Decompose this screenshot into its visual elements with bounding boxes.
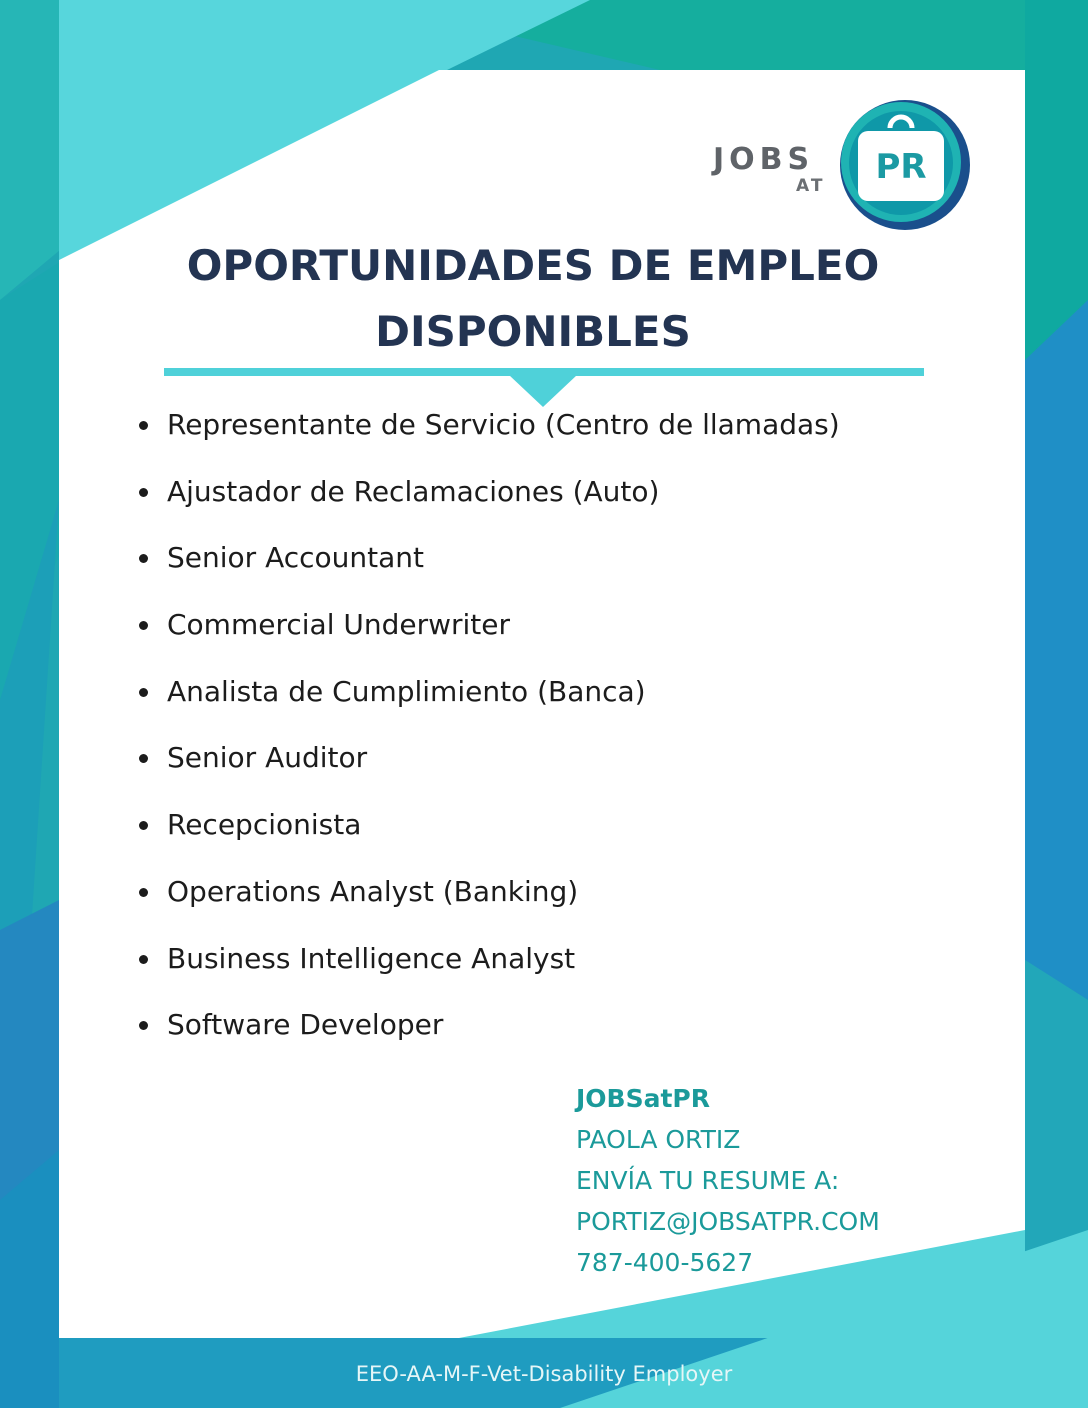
job-item (136, 859, 840, 926)
title-line-1: OPORTUNIDADES DE EMPLEO (186, 241, 880, 290)
bullet-icon (139, 621, 148, 630)
page-title (110, 233, 956, 365)
job-title: Analista de Cumplimiento (Banca) (167, 674, 646, 708)
job-title: Senior Accountant (167, 541, 425, 575)
contact-instruction: ENVÍA TU RESUME A: (576, 1166, 840, 1195)
bullet-icon (139, 688, 148, 697)
logo-word-at: AT (796, 176, 826, 196)
bullet-icon (139, 955, 148, 964)
job-title: Commercial Underwriter (167, 608, 511, 642)
logo-word-jobs: JOBS (713, 142, 815, 177)
job-item (136, 926, 840, 993)
job-title: Software Developer (167, 1008, 444, 1042)
contact-block (576, 1078, 880, 1283)
bullet-icon (139, 421, 148, 430)
contact-name: PAOLA ORTIZ (576, 1125, 741, 1154)
job-list (136, 392, 840, 1059)
job-item (136, 392, 840, 459)
job-item (136, 459, 840, 526)
job-title: Ajustador de Reclamaciones (Auto) (167, 474, 660, 508)
title-line-2: DISPONIBLES (375, 307, 691, 356)
bullet-icon (139, 554, 148, 563)
job-title: Business Intelligence Analyst (167, 941, 576, 975)
contact-phone[interactable]: 787-400-5627 (576, 1248, 754, 1277)
job-item (136, 525, 840, 592)
bullet-icon (139, 888, 148, 897)
job-title: Senior Auditor (167, 741, 368, 775)
bullet-icon (139, 1021, 148, 1030)
job-item (136, 725, 840, 792)
jobsatpr-logo (710, 98, 972, 232)
contact-company: JOBSatPR (576, 1084, 711, 1113)
job-title: Representante de Servicio (Centro de llamadas) (167, 408, 840, 441)
job-item (136, 659, 840, 726)
bullet-icon (139, 488, 148, 497)
job-item (136, 592, 840, 659)
briefcase-icon (838, 98, 972, 232)
contact-email[interactable]: PORTIZ@JOBSATPR.COM (576, 1207, 880, 1236)
job-item (136, 992, 840, 1059)
job-title: Operations Analyst (Banking) (167, 874, 579, 908)
job-title: Recepcionista (167, 808, 362, 842)
bullet-icon (139, 821, 148, 830)
bullet-icon (139, 754, 148, 763)
job-item (136, 792, 840, 859)
eeo-footer: EEO-AA-M-F-Vet-Disability Employer (355, 1362, 733, 1386)
logo-word-pr: PR (875, 147, 927, 187)
